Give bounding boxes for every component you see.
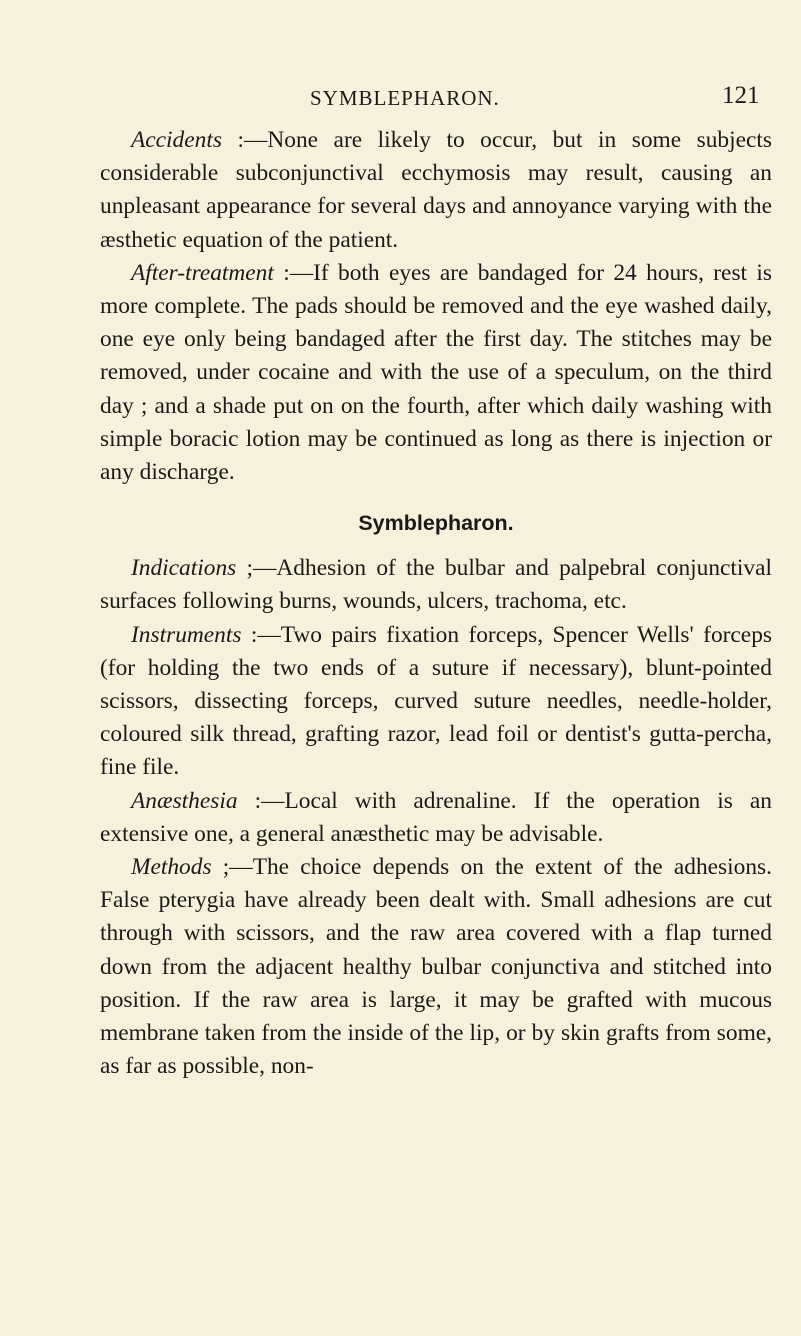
paragraph-after-treatment bbox=[100, 257, 772, 489]
running-title: SYMBLEPHARON. bbox=[310, 86, 500, 110]
paragraph-methods bbox=[100, 851, 772, 1083]
paragraph-text: :—If both eyes are bandaged for 24 hours, rest is more complete. The pads should be removed and the eye washed daily, one eye only being bandaged after the first day. The stitches may be removed, under cocaine and with the use of a speculum, on the third day ; and a shade put on on the fourth, after which daily washing with simple boracic lotion may be continued as long as there is injection or any discharge. bbox=[100, 259, 772, 486]
paragraph-text: :—Local with adrenaline. If the operation is an extensive one, a general anæsthetic may be advisable. bbox=[100, 787, 772, 847]
paragraph-label: Accidents bbox=[131, 127, 222, 153]
paragraph-anaesthesia bbox=[100, 785, 772, 851]
paragraph-indications bbox=[100, 552, 772, 618]
paragraph-text: ;—Adhesion of the bulbar and palpebral conjunctival surfaces following burns, wounds, ulcers, trachoma, etc. bbox=[100, 555, 772, 615]
paragraph-text: :—Two pairs fixation forceps, Spencer Wells' forceps (for holding the two ends of a suture if necessary), blunt-pointed scissors, dissecting forceps, curved suture needles, needle-holder, coloured silk thread, grafting razor, lead foil or dentist's gutta-percha, fine file. bbox=[100, 621, 772, 781]
section-heading: Symblepharon. bbox=[358, 511, 514, 536]
page-number: 121 bbox=[722, 82, 760, 109]
paragraph-text: ;—The choice depends on the extent of the adhesions. False pterygia have already been dealt with. Small adhesions are cut through with scissors, and the raw area covered with a flap turned down from the adjacent healthy bulbar conjunctiva and stitched into position. If the raw area is large, it may be grafted with mucous membrane taken from the inside of the lip, or by skin grafts from some, as far as possible, non- bbox=[100, 854, 772, 1080]
paragraph-accidents bbox=[100, 124, 772, 257]
paragraph-label: Instruments bbox=[131, 621, 242, 648]
paragraph-label: Anæsthesia bbox=[131, 787, 238, 814]
paragraph-label: Indications bbox=[131, 555, 237, 582]
running-head bbox=[0, 82, 801, 112]
paragraph-text: :—None are likely to occur, but in some subjects considerable subconjunctival ecchymosis may result, causing an unpleasant appearance for several days and annoyance varying with the æsthetic equation of the patient. bbox=[100, 127, 772, 253]
paragraph-instruments bbox=[100, 619, 772, 785]
paragraph-label: Methods bbox=[131, 854, 212, 881]
paragraph-label: After-treatment bbox=[131, 259, 274, 286]
body-text bbox=[100, 124, 772, 1083]
